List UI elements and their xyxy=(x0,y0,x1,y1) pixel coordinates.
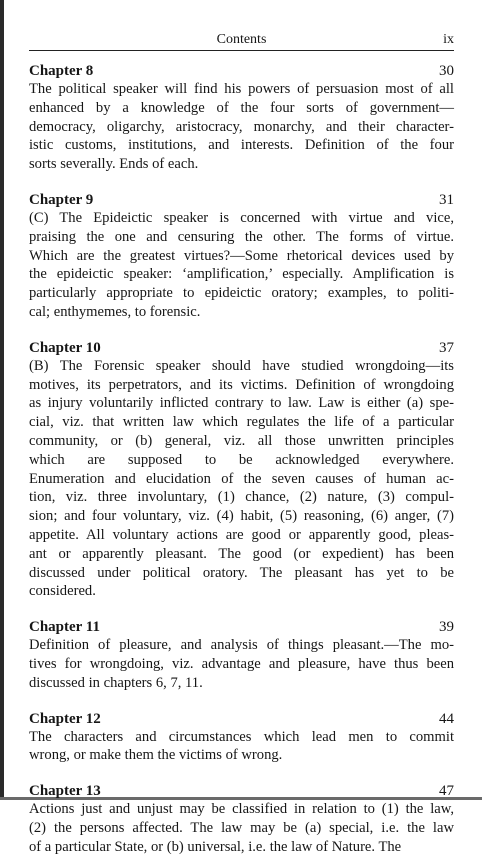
summary-line: considered. xyxy=(29,583,96,600)
summary-line: istic customs, institutions, and interests. Definition of the four xyxy=(29,137,454,154)
page-left-edge xyxy=(0,0,4,800)
summary-line: particularly appropriate to epideictic oratory; examples, to politi- xyxy=(29,285,454,302)
chapter-label: Chapter 12 xyxy=(29,710,101,727)
chapter-label: Chapter 8 xyxy=(29,63,94,79)
summary-line: cial, viz. that written law which regulates the life of a particular xyxy=(29,414,454,431)
summary-line: Definition of pleasure, and analysis of things pleasant.—The mo- xyxy=(29,637,454,654)
running-head-title: Contents xyxy=(216,32,267,47)
summary-line: discussed under political oratory. The pleasant has yet to be xyxy=(29,564,454,581)
contents-entry xyxy=(29,782,454,856)
chapter-summary xyxy=(29,728,454,766)
book-page xyxy=(29,30,454,857)
summary-line: ant or apparently pleasant. The good (or expedient) has been xyxy=(29,545,454,562)
summary-line: motives, its perpetrators, and its victims. Definition of wrongdoing xyxy=(29,376,454,393)
summary-line: Enumeration and elucidation of the seven causes of human ac- xyxy=(29,470,454,487)
summary-line: which are supposed to be acknowledged everywhere. xyxy=(29,451,454,468)
summary-line: wrong, or make them the victims of wrong. xyxy=(29,747,283,764)
summary-line: cal; enthymemes, to forensic. xyxy=(29,303,201,320)
chapter-page-number: 39 xyxy=(439,619,454,636)
summary-line: democracy, oligarchy, aristocracy, monarchy, and their character- xyxy=(29,118,454,135)
summary-line: Actions just and unjust may be classified in relation to (1) the law, xyxy=(29,801,454,818)
contents-entries xyxy=(29,62,454,857)
chapter-page-number: 44 xyxy=(439,710,454,727)
summary-line: appetite. All voluntary actions are good or apparently good, pleas- xyxy=(29,526,454,543)
chapter-summary xyxy=(29,800,454,856)
entry-heading xyxy=(29,782,454,800)
chapter-summary xyxy=(29,80,454,174)
summary-line: The characters and circumstances which lead men to commit xyxy=(29,728,454,745)
summary-line: as injury voluntarily inflicted contrary to law. Law is either (a) spe- xyxy=(29,395,454,412)
summary-line: (C) The Epideictic speaker is concerned with virtue and vice, xyxy=(29,209,454,226)
summary-line: the epideictic speaker: ‘amplification,’ especially. Amplification is xyxy=(29,266,454,283)
summary-line: discussed in chapters 6, 7, 11. xyxy=(29,674,203,691)
contents-entry xyxy=(29,710,454,766)
chapter-label: Chapter 13 xyxy=(29,783,101,800)
summary-line: praising the one and censuring the other. The forms of virtue. xyxy=(29,228,454,245)
contents-entry xyxy=(29,62,454,174)
running-head xyxy=(29,30,454,51)
contents-entry xyxy=(29,339,454,601)
chapter-label: Chapter 11 xyxy=(29,619,100,636)
contents-entry xyxy=(29,618,454,692)
summary-line: sion; and four voluntary, viz. (4) habit, (5) reasoning, (6) anger, (7) xyxy=(29,508,454,525)
summary-line: tives for wrongdoing, viz. advantage and pleasure, have thus been xyxy=(29,655,454,672)
summary-line: The political speaker will find his powers of persuasion most of all xyxy=(29,81,454,97)
contents-entry xyxy=(29,191,454,322)
chapter-summary xyxy=(29,357,454,601)
entry-heading xyxy=(29,710,454,728)
chapter-label: Chapter 9 xyxy=(29,191,94,208)
entry-heading xyxy=(29,339,454,357)
chapter-summary xyxy=(29,636,454,692)
summary-line: (B) The Forensic speaker should have studied wrongdoing—its xyxy=(29,357,454,374)
summary-line: community, or (b) general, viz. all those unwritten principles xyxy=(29,432,454,449)
chapter-page-number: 47 xyxy=(439,783,454,800)
summary-line: sorts severally. Ends of each. xyxy=(29,156,199,173)
summary-line: enhanced by a knowledge of the four sorts of government— xyxy=(29,99,454,116)
entry-heading xyxy=(29,191,454,209)
summary-line: of a particular State, or (b) universal, i.e. the law of Nature. The xyxy=(29,838,402,855)
summary-line: (2) the persons affected. The law may be (a) special, i.e. the law xyxy=(29,819,454,836)
entry-heading xyxy=(29,618,454,636)
chapter-page-number: 30 xyxy=(439,63,454,79)
entry-heading xyxy=(29,62,454,80)
chapter-page-number: 31 xyxy=(439,191,454,208)
page-number: ix xyxy=(443,32,454,47)
chapter-page-number: 37 xyxy=(439,339,454,356)
chapter-label: Chapter 10 xyxy=(29,339,101,356)
chapter-summary xyxy=(29,209,454,322)
summary-line: Which are the greatest virtues?—Some rhetorical devices used by xyxy=(29,247,454,264)
summary-line: tion, viz. three involuntary, (1) chance, (2) nature, (3) compul- xyxy=(29,489,454,506)
